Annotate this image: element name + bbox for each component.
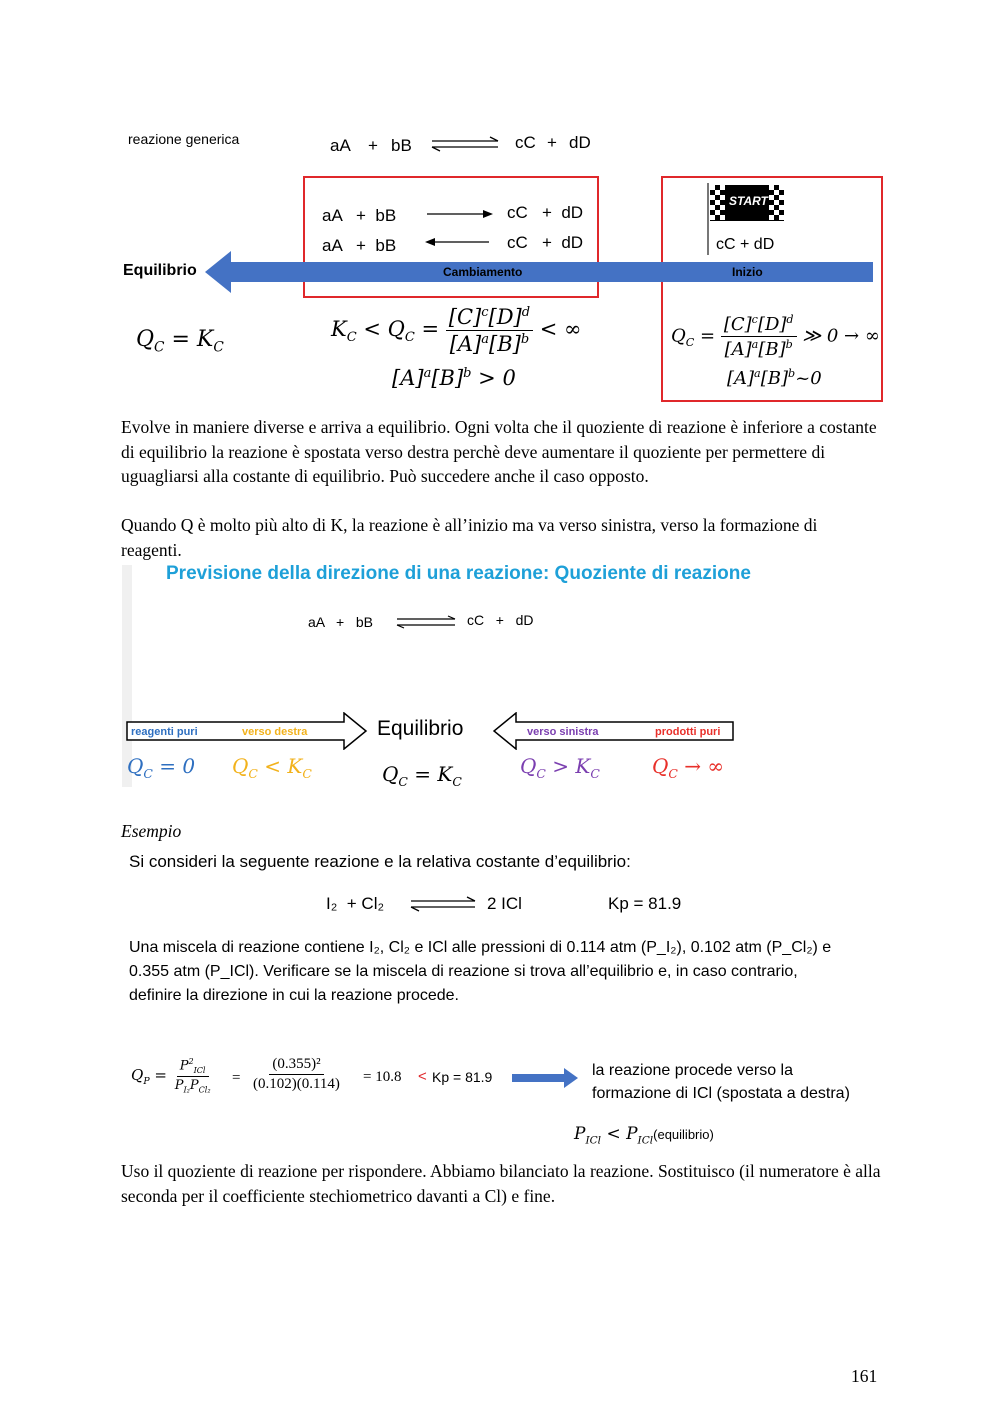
paragraph-q-greater-k: Quando Q è molto più alto di K, la reazione è all’inizio ma va verso sinistra, verso la formazione di reagenti.	[121, 515, 818, 560]
qp-kp-compare: Kp = 81.9	[432, 1069, 493, 1085]
example-kp: Kp = 81.9	[608, 894, 682, 913]
reactant-condition-formula: $[A]^a[B]^b > 0$	[392, 366, 516, 390]
qc-infinity-formula: $Q_C$ → ∞	[652, 754, 725, 781]
direction-products: cC + dD	[467, 612, 534, 628]
equilibrium-word: (equilibrio)	[653, 1127, 714, 1142]
direction-reactants: aA + bB	[308, 614, 373, 630]
forward-arrow-icon	[425, 208, 495, 220]
qc-equal-kc-formula: $Q_C = K_C$	[382, 762, 462, 789]
equilibrium-arrow-icon	[409, 896, 477, 912]
start-bar-label: Inizio	[732, 265, 763, 279]
less-than-sign: <	[418, 1068, 427, 1085]
generic-product-d: dD	[569, 133, 591, 152]
plus-sign: +	[368, 136, 378, 155]
qp-result: = 10.8	[363, 1069, 402, 1085]
to-left-label: verso sinistra	[527, 726, 599, 738]
equilibrium-center-label: Equilibrio	[377, 717, 464, 740]
example-product: 2 ICl	[487, 894, 522, 913]
kc-less-than-qc-formula: $K_C < Q_C$ = $\frac{[C]^c[D]^d}{[A]^a[B]^b}$ < ∞	[331, 305, 582, 356]
pressure-relation: $P_{ICl}$ < $P_{ICl}(equilibrio)$	[574, 1124, 714, 1147]
conclusion-line-2: formazione di ICl (spostata a destra)	[592, 1085, 850, 1102]
qc-equals-kc-formula: $Q_C = K_C$	[136, 327, 224, 356]
qc-start-formula: $Q_C$ = $\frac{[C]^c[D]^d}{[A]^a[B]^b}$ ≫ 0 → ∞	[671, 313, 880, 360]
backward-reactants: aA + bB	[322, 236, 397, 255]
generic-product-c: cC	[515, 133, 536, 152]
equilibrium-label: Equilibrio	[123, 262, 197, 279]
backward-arrow-icon	[423, 236, 493, 248]
generic-reaction-label: reazione generica	[128, 131, 240, 147]
change-label: Cambiamento	[443, 265, 523, 279]
paragraph-evolution: Evolve in maniere diverse e arriva a equilibrio. Ogni volta che il quoziente di reazione è inferiore a costante di equilibrio la reazione è spostata verso destra perchè deve aumentare il quoziente per permettere di uguagliarsi alla costante di equilibrio. Può succedere anche il caso opposto.	[121, 417, 877, 486]
example-intro: Si consideri la seguente reazione e la relativa costante d’equilibrio:	[129, 852, 631, 871]
equilibrium-arrow-icon	[395, 615, 457, 629]
pure-products-label: prodotti puri	[655, 726, 721, 738]
qp-fraction	[250, 1056, 343, 1093]
start-label: START	[729, 194, 768, 208]
page-number: 161	[851, 1366, 878, 1386]
direction-title: Previsione della direzione di una reazione: Quoziente di reazione	[166, 563, 751, 584]
qc-less-kc-formula: $Q_C < K_C$	[232, 754, 312, 781]
generic-reactant-b: bB	[391, 136, 412, 155]
example-heading: Esempio	[121, 821, 182, 841]
progress-arrow-bar	[205, 251, 873, 293]
example-reactants: I₂ + Cl₂	[326, 894, 385, 913]
qc-greater-kc-formula: $Q_C > K_C$	[520, 754, 600, 781]
forward-reactants: aA + bB	[322, 206, 397, 225]
pure-reactants-label: reagenti puri	[131, 726, 198, 738]
conclusion-line-1: la reazione procede verso la	[592, 1062, 794, 1079]
qp-denominator: (0.102)(0.114)	[253, 1076, 340, 1092]
equilibrium-arrow-icon	[430, 136, 500, 152]
qp-equals-sign: =	[232, 1070, 241, 1086]
forward-products: cC + dD	[507, 203, 584, 222]
paragraph-solution: Uso il quoziente di reazione per rispondere. Abbiamo bilanciato la reazione. Sostituisco (il numeratore è alla seconda per il coefficiente stechiometrico davanti a Cl) e fine.	[121, 1161, 881, 1206]
qp-formula: $Q_P$ = $\frac{P^2_{ICl}}{P_{I_2}P_{Cl_2}}$	[131, 1057, 211, 1095]
qc-zero-formula: $Q_C = 0$	[127, 754, 196, 781]
backward-products: cC + dD	[507, 233, 584, 252]
qp-numerator: (0.355)²	[269, 1056, 323, 1075]
qc-start-condition-formula: $[A]^a[B]^b\sim 0$	[727, 367, 822, 389]
start-products: cC + dD	[716, 236, 775, 253]
generic-reactant-a: aA	[330, 136, 351, 155]
plus-sign: +	[547, 133, 557, 152]
to-right-label: verso destra	[242, 726, 308, 738]
example-text-line-3: definire la direzione in cui la reazione procede.	[129, 987, 459, 1004]
example-text-line-1: Una miscela di reazione contiene I₂, Cl₂ e ICl alle pressioni di 0.114 atm (P_I₂), 0.102 atm (P_Cl₂) e	[129, 939, 832, 956]
conclusion-arrow-icon	[512, 1068, 580, 1088]
example-text-line-2: 0.355 atm (P_ICl). Verificare se la miscela di reazione si trova all’equilibrio e, in caso contrario,	[129, 963, 798, 980]
